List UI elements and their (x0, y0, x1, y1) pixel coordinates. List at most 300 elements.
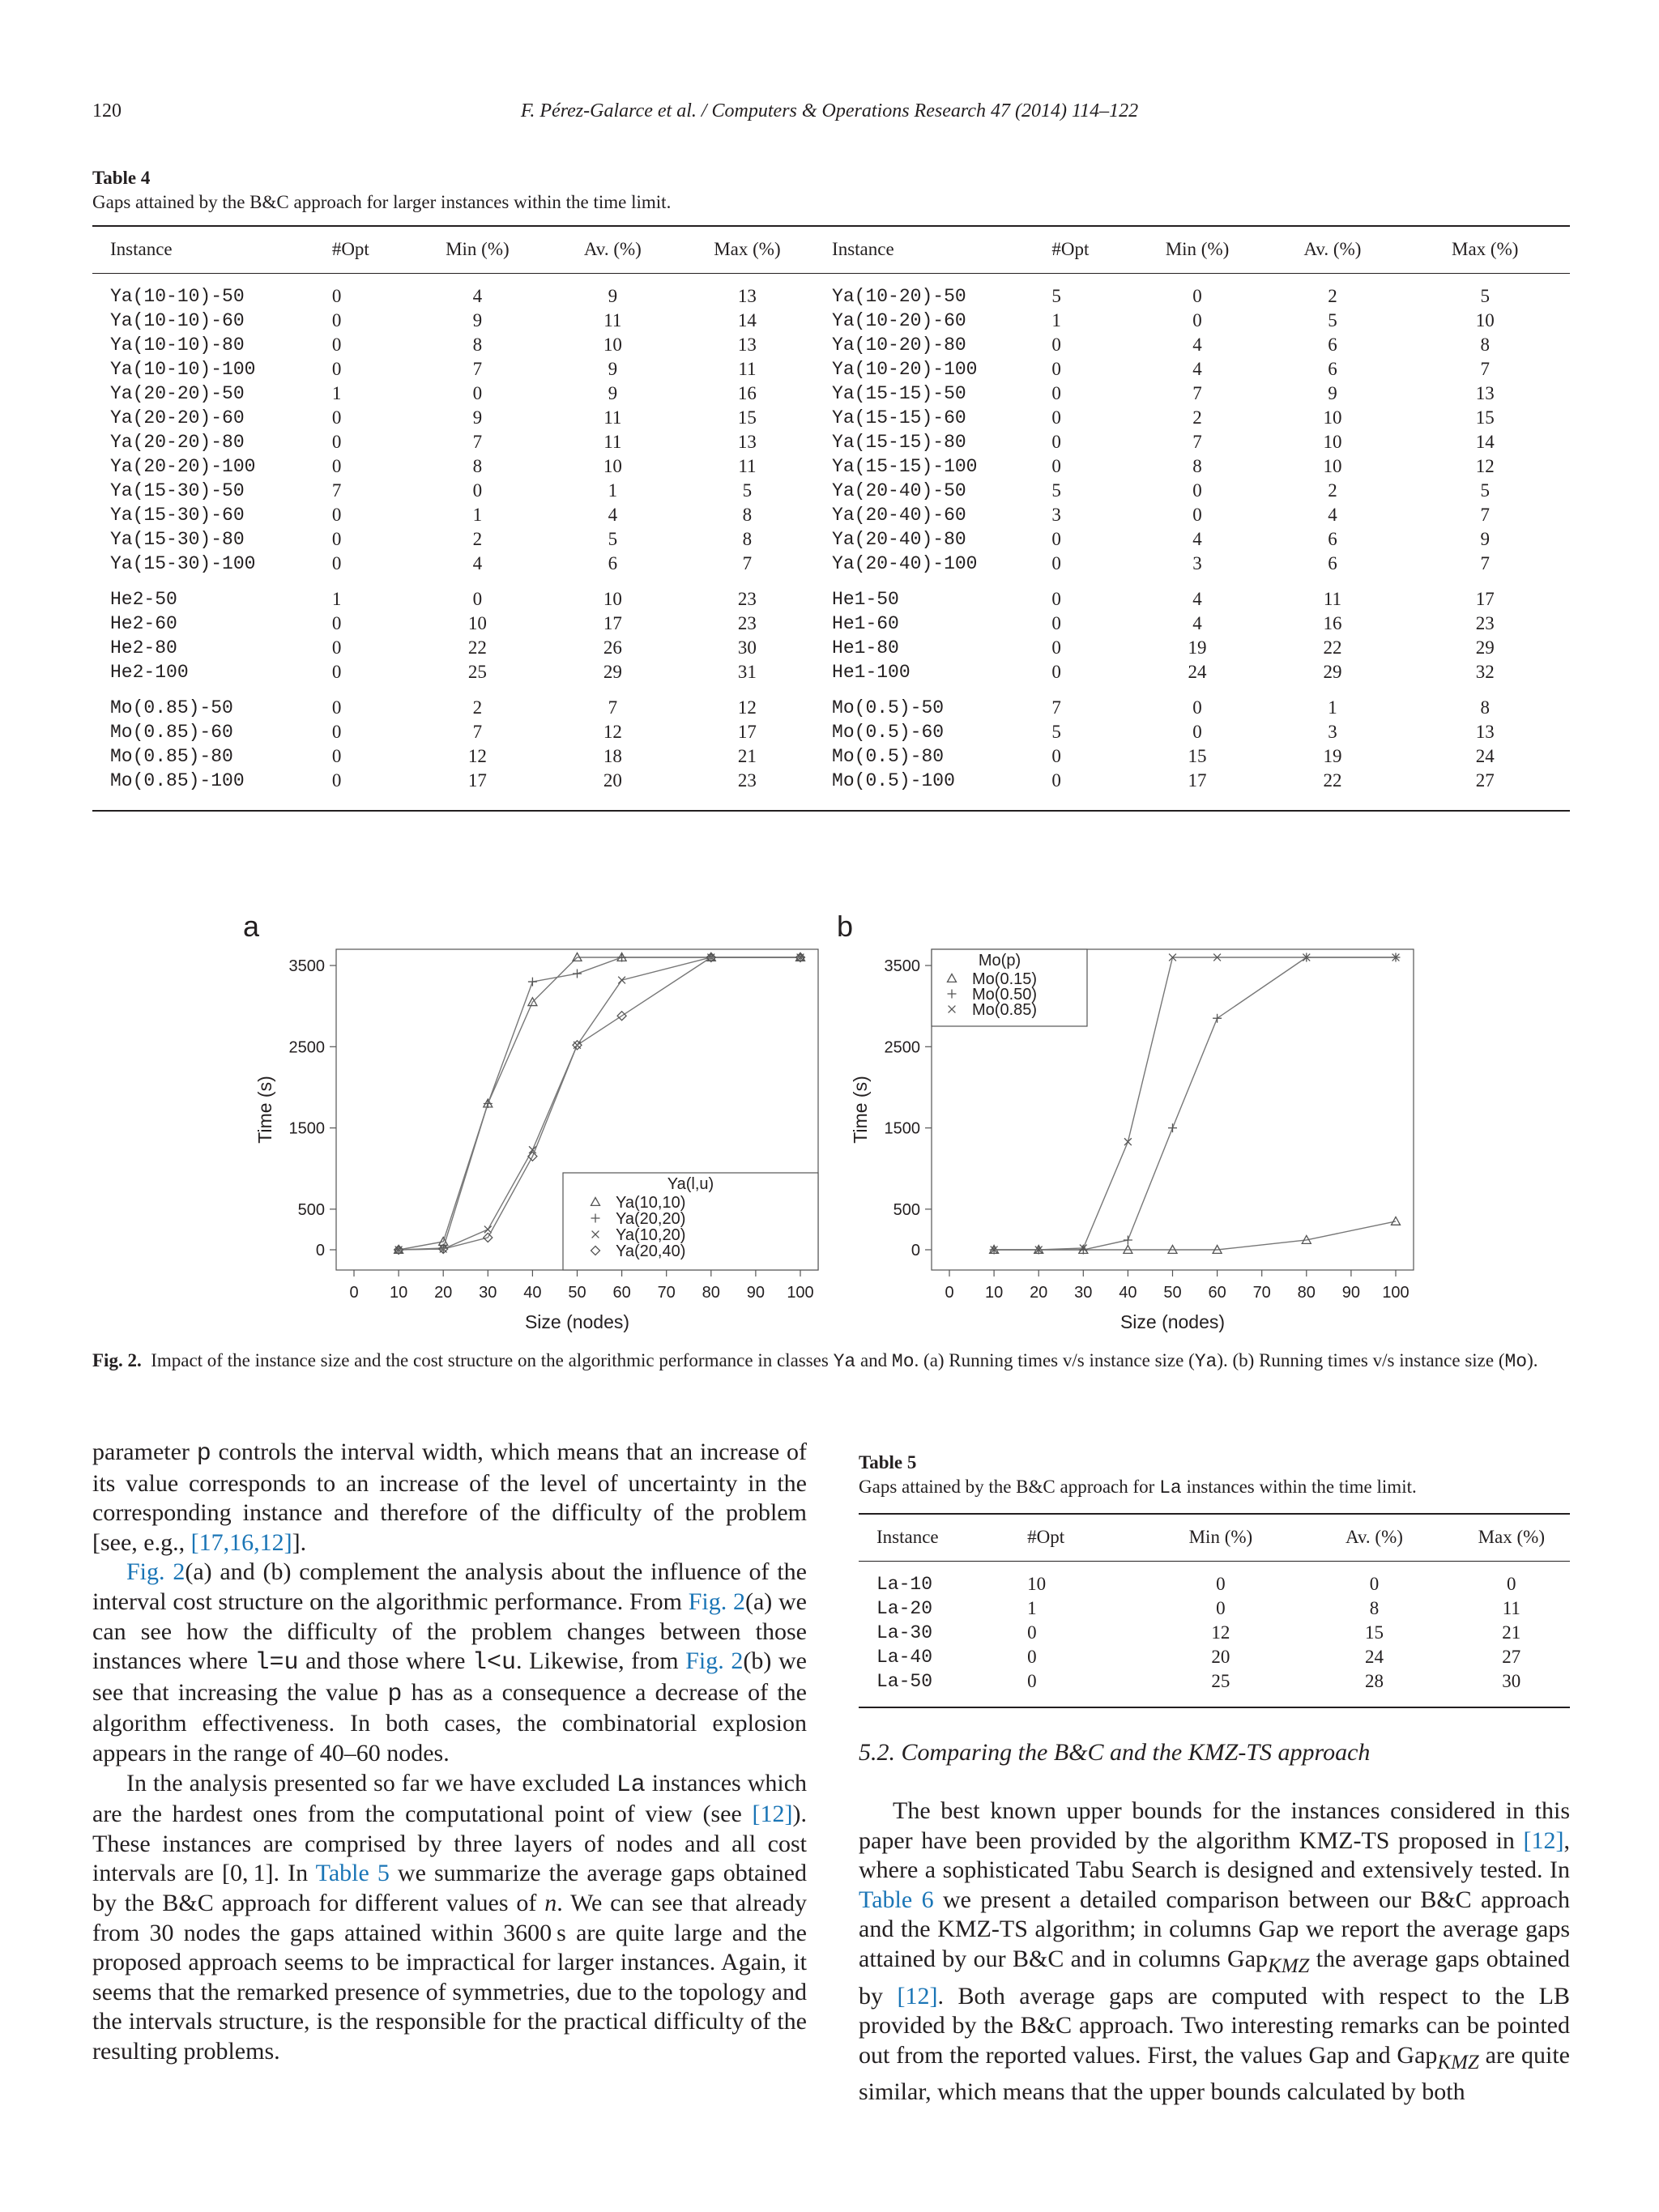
table-cell: 1 (1027, 1598, 1037, 1618)
table-row (92, 720, 1570, 744)
citation-link[interactable]: [12] (897, 1982, 938, 2010)
table-cell: 8 (742, 529, 753, 549)
left-column (92, 1438, 807, 2066)
table-cell: 0 (331, 359, 342, 379)
table-row (92, 660, 1570, 684)
table-cell: La-10 (876, 1574, 933, 1595)
table-cell: 25 (1211, 1671, 1230, 1691)
figure-label: Fig. 2. (92, 1350, 142, 1370)
table-cell: Ya(15-15)-60 (832, 407, 966, 428)
table-cell: 1 (472, 505, 483, 525)
caption-code: Ya (833, 1351, 856, 1372)
table-cell: Mo(0.85)-100 (110, 770, 245, 791)
table-cell: 0 (1051, 359, 1061, 379)
table-cell: Ya(10-10)-100 (110, 359, 256, 380)
table-cell: 15 (1188, 746, 1207, 766)
x-tick-label: 80 (702, 1284, 720, 1302)
series-line-triangle (994, 1221, 1396, 1250)
table-cell: 0 (1192, 697, 1202, 718)
table5-title: Table 5 (859, 1452, 917, 1473)
table-cell: 2 (1192, 407, 1202, 428)
table-cell: 3 (1051, 505, 1061, 525)
x-tick-label: 50 (568, 1284, 586, 1302)
table-cell: 0 (1051, 746, 1061, 766)
table5-bottom-rule (859, 1707, 1570, 1708)
table-cell: 0 (1051, 662, 1061, 682)
table-cell: 10 (603, 335, 622, 355)
table-cell: 0 (331, 770, 342, 791)
column-header: Av. (%) (583, 239, 642, 259)
x-tick-label: 40 (523, 1284, 542, 1302)
data-point-cross (618, 977, 625, 984)
panel-b (837, 910, 1414, 1332)
table-cell: 0 (1192, 310, 1202, 330)
table-cell: 0 (1507, 1574, 1516, 1594)
table-cell: Ya(15-30)-80 (110, 529, 245, 550)
table-cell: Ya(10-20)-80 (832, 335, 966, 356)
x-tick-label: 90 (746, 1284, 766, 1302)
table-cell: 26 (603, 637, 622, 658)
table-cell: 27 (1502, 1647, 1521, 1667)
table-cell: 11 (603, 310, 622, 330)
table-cell: 32 (1475, 662, 1495, 682)
table-cell: 15 (1364, 1622, 1384, 1643)
table-cell: 14 (737, 310, 757, 330)
table-row (92, 357, 1570, 381)
y-tick-label: 0 (911, 1242, 920, 1259)
table-cell: 0 (1027, 1622, 1037, 1643)
table-cell: 2 (1328, 480, 1337, 501)
y-tick-label: 2500 (884, 1038, 920, 1057)
text: The best known upper bounds for the instances considered in this paper have been provided by the algorithm KMZ-TS proposed in (859, 1797, 1570, 1854)
table-cell: 7 (1051, 697, 1061, 718)
running-header: F. Pérez-Galarce et al. / Computers & Operations Research 47 (2014) 114–122 (520, 100, 1139, 121)
figure-2-caption (92, 1348, 1570, 1375)
x-tick-label: 20 (1030, 1284, 1048, 1302)
table-row (92, 284, 1570, 309)
column-header: Av. (%) (1346, 1527, 1403, 1547)
table-cell: 7 (472, 432, 483, 452)
text: are quite similar, which means that the upper bounds calculated by both (859, 2041, 1571, 2106)
table-cell: La-20 (876, 1598, 933, 1619)
x-axis-label: Size (nodes) (1120, 1311, 1226, 1332)
table-cell: 0 (1192, 722, 1202, 742)
table-cell: Ya(10-20)-60 (832, 310, 966, 331)
text: parameter (92, 1438, 197, 1465)
table-cell: Ya(10-10)-60 (110, 310, 245, 331)
table-cell: 21 (737, 746, 757, 766)
table-cell: 3 (1192, 553, 1202, 573)
text: we summarize the average gaps obtained by the B&C approach for different values of (92, 1860, 807, 1916)
table-cell: 6 (608, 553, 618, 573)
table-cell: 0 (472, 383, 483, 403)
table-row (92, 479, 1570, 503)
table-cell: 4 (1192, 589, 1202, 609)
legend-entry: Ya(20,20) (616, 1210, 686, 1228)
table-row (92, 333, 1570, 357)
figure-link[interactable]: Fig. 2 (126, 1558, 186, 1586)
table-cell: 5 (1051, 286, 1061, 306)
table4-bottom-rule (92, 810, 1570, 812)
table-cell: 2 (1328, 286, 1337, 306)
table-cell: 0 (1192, 480, 1202, 501)
table-cell: 4 (472, 553, 483, 573)
x-tick-label: 40 (1119, 1284, 1137, 1302)
table-cell: 4 (1192, 529, 1202, 549)
group-spacer (92, 684, 1570, 696)
table-cell: 0 (472, 589, 483, 609)
table-cell: Mo(0.85)-60 (110, 722, 233, 743)
table-cell: 9 (608, 359, 618, 379)
table-cell: 23 (737, 589, 757, 609)
table-cell: 0 (472, 480, 483, 501)
legend-entry: Mo(0.85) (972, 1001, 1038, 1019)
x-tick-label: 10 (389, 1284, 408, 1302)
text: and those where (298, 1647, 473, 1675)
table-cell: 3 (1328, 722, 1337, 742)
table-cell: 1 (331, 383, 342, 403)
table-cell: 19 (1323, 746, 1342, 766)
table-cell: Ya(20-40)-80 (832, 529, 966, 550)
section-paragraph (859, 1796, 1570, 2108)
code-la: La (1159, 1477, 1182, 1498)
table-cell: La-50 (876, 1671, 933, 1692)
table-cell: 17 (737, 722, 757, 742)
table-cell: Mo(0.5)-60 (832, 722, 945, 743)
table-cell: 6 (1328, 553, 1337, 573)
x-tick-label: 100 (787, 1284, 814, 1302)
table-row (92, 309, 1570, 333)
legend-entry: Ya(10,10) (616, 1194, 686, 1212)
table-row (859, 1596, 1570, 1621)
table-cell: Ya(15-15)-100 (832, 456, 978, 477)
y-tick-label: 2500 (288, 1038, 325, 1057)
table-cell: 10 (467, 613, 487, 633)
y-tick-label: 1500 (288, 1119, 325, 1138)
table-cell: 0 (331, 310, 342, 330)
table5-grid (859, 1514, 1570, 1694)
table5-header-row (859, 1514, 1570, 1561)
table-cell: 0 (1051, 335, 1061, 355)
table-cell: Ya(20-20)-50 (110, 383, 245, 404)
table-row (859, 1621, 1570, 1645)
table-cell: 27 (1475, 770, 1495, 791)
table-cell: He2-80 (110, 637, 177, 658)
table-cell: 0 (331, 505, 342, 525)
table-row (859, 1572, 1570, 1596)
column-header: Instance (876, 1527, 939, 1547)
table-cell: Ya(10-20)-100 (832, 359, 978, 380)
table-cell: Ya(10-10)-80 (110, 335, 245, 356)
table-cell: 24 (1475, 746, 1495, 766)
table-cell: 7 (472, 722, 483, 742)
table-row (92, 552, 1570, 576)
table-cell: 0 (1027, 1647, 1037, 1667)
table-cell: 9 (608, 286, 618, 306)
code-l-eq-u: l=u (254, 1649, 299, 1677)
table-cell: 0 (1051, 383, 1061, 403)
table-cell: 7 (1480, 359, 1490, 379)
table-cell: 14 (1475, 432, 1495, 452)
table-cell: He1-60 (832, 613, 899, 634)
table-cell: 0 (1192, 505, 1202, 525)
table4-title: Table 4 (92, 168, 151, 188)
table-cell: 24 (1364, 1647, 1384, 1667)
data-point-plus (1168, 1123, 1177, 1132)
x-tick-label: 0 (349, 1284, 359, 1302)
column-header: Min (%) (1165, 239, 1230, 259)
paragraph-1 (92, 1438, 807, 1558)
table-cell: Ya(10-10)-50 (110, 286, 245, 307)
table-row (92, 696, 1570, 720)
legend-entry: Mo(0.50) (972, 986, 1038, 1004)
table-cell: 5 (1480, 480, 1490, 501)
table-row (92, 527, 1570, 552)
x-tick-label: 30 (479, 1284, 497, 1302)
table-cell: 11 (603, 407, 622, 428)
table5-caption (859, 1477, 1417, 1498)
table-cell: 29 (1323, 662, 1342, 682)
table-cell: 29 (1475, 637, 1495, 658)
table-link[interactable]: Table 5 (315, 1860, 390, 1887)
x-axis-label: Size (nodes) (524, 1311, 630, 1332)
data-point-plus (528, 978, 537, 987)
table-cell: He2-60 (110, 613, 177, 634)
table-cell: 0 (1051, 589, 1061, 609)
figure-2 (235, 897, 1426, 1335)
table-cell: Mo(0.85)-50 (110, 697, 233, 718)
table-cell: 2 (472, 529, 483, 549)
citation-link[interactable]: [17,16,12] (190, 1528, 292, 1556)
table-cell: 0 (331, 335, 342, 355)
table-cell: Ya(20-40)-100 (832, 553, 978, 574)
right-column (859, 1796, 1570, 2108)
text: controls the interval width, which means that an increase of its value corresponds to an increase of the level of uncertainty in the corresponding instance and therefore of the difficulty of the problem [see, e.g., (92, 1438, 807, 1556)
table-cell: 0 (331, 553, 342, 573)
group-spacer (92, 576, 1570, 587)
table-cell: 4 (1192, 359, 1202, 379)
table-cell: 7 (608, 697, 618, 718)
table-row (92, 406, 1570, 430)
x-tick-label: 0 (945, 1284, 954, 1302)
x-tick-label: 50 (1163, 1284, 1182, 1302)
table-cell: 8 (472, 335, 483, 355)
table-cell: 12 (1211, 1622, 1230, 1643)
table-cell: 8 (1192, 456, 1202, 476)
table-cell: Ya(15-15)-50 (832, 383, 966, 404)
table-cell: 0 (1051, 613, 1061, 633)
table-cell: 9 (472, 310, 483, 330)
spacer (92, 273, 1570, 284)
table-cell: 0 (331, 407, 342, 428)
subscript-kmz: KMZ (1268, 1954, 1310, 1977)
spacer (859, 1561, 1570, 1572)
table-cell: He1-50 (832, 589, 899, 610)
table-cell: 0 (331, 529, 342, 549)
table-cell: 23 (1475, 613, 1495, 633)
table-cell: 24 (1188, 662, 1207, 682)
table-cell: 9 (1480, 529, 1490, 549)
text: ]. (292, 1528, 307, 1556)
table-cell: 8 (472, 456, 483, 476)
text: . Both average gaps are computed with respect to the LB provided by the B&C approach. Two interesting remarks can be pointed out from the reported values. First, the values Gap and Gap (859, 1982, 1570, 2069)
table-cell: 7 (331, 480, 342, 501)
data-point-plus (1124, 1235, 1132, 1244)
data-point-plus (1213, 1014, 1222, 1023)
y-tick-label: 3500 (884, 957, 920, 976)
text: instances within the time limit. (1181, 1477, 1417, 1497)
table-cell: 9 (1328, 383, 1337, 403)
table-cell: 8 (1480, 697, 1490, 718)
table-cell: 0 (1027, 1671, 1037, 1691)
text: (a) we can see how the difficulty of the problem changes between those instances where (92, 1588, 807, 1675)
table-row (92, 454, 1570, 479)
table4-header-row (92, 226, 1570, 273)
column-header: Min (%) (1188, 1527, 1253, 1547)
table-cell: 7 (1480, 505, 1490, 525)
table-cell: 29 (603, 662, 622, 682)
text: has as a consequence a decrease of the algorithm effectiveness. In both cases, the combinatorial explosion appears in the range of 40–60 nodes. (92, 1678, 807, 1767)
table-cell: 4 (1192, 613, 1202, 633)
table-cell: 15 (1475, 407, 1495, 428)
table-cell: 17 (1188, 770, 1207, 791)
table-cell: 19 (1188, 637, 1207, 658)
subscript-kmz: KMZ (1437, 2051, 1479, 2073)
table-link[interactable]: Table 6 (859, 1886, 934, 1913)
table-cell: 22 (467, 637, 487, 658)
table-cell: 6 (1328, 359, 1337, 379)
table-cell: 7 (1192, 383, 1202, 403)
x-tick-label: 60 (612, 1284, 631, 1302)
table-cell: 7 (472, 359, 483, 379)
table-cell: 12 (1475, 456, 1495, 476)
table-cell: 10 (603, 456, 622, 476)
x-tick-label: 20 (434, 1284, 453, 1302)
caption-text: ). (1527, 1350, 1538, 1370)
table-cell: 13 (1475, 722, 1495, 742)
table-cell: 12 (467, 746, 487, 766)
table-cell: 8 (742, 505, 753, 525)
table-row (92, 503, 1570, 527)
figure-link[interactable]: Fig. 2 (688, 1588, 745, 1615)
y-tick-label: 3500 (288, 957, 325, 976)
table-cell: 10 (1027, 1574, 1047, 1594)
table-cell: 18 (603, 746, 622, 766)
table-row (92, 612, 1570, 636)
table-cell: 10 (1323, 432, 1342, 452)
table4-grid (92, 226, 1570, 793)
table-cell: 13 (1475, 383, 1495, 403)
data-point-triangle (1392, 1217, 1401, 1225)
text: the average gaps obtained by (859, 1945, 1570, 2010)
legend-entry: Ya(20,40) (616, 1242, 686, 1260)
figure-link[interactable]: Fig. 2 (685, 1647, 744, 1675)
table-cell: 11 (738, 359, 757, 379)
table-cell: Ya(15-15)-80 (832, 432, 966, 453)
caption-code: Mo (1504, 1351, 1528, 1372)
table-cell: 1 (1051, 310, 1061, 330)
code-la: La (616, 1771, 646, 1799)
table-cell: 4 (1192, 335, 1202, 355)
legend-title: Ya(l,u) (667, 1175, 714, 1193)
table-cell: Ya(15-30)-50 (110, 480, 245, 501)
table-cell: 0 (1216, 1574, 1226, 1594)
table-cell: Ya(15-30)-60 (110, 505, 245, 526)
code-p: p (387, 1680, 403, 1708)
table-cell: 17 (467, 770, 487, 791)
table-cell: 9 (608, 383, 618, 403)
text: . We can see that already from 30 nodes the gaps attained within 3600 s are quite large and the proposed approach seems to be impractical for larger instances. Again, it seems that the remarked presence of symmetries, due to the topology and the intervals structure, is the responsible for the practical difficulty of the resulting problems. (92, 1889, 807, 2065)
column-header: #Opt (331, 239, 369, 259)
legend-entry: Mo(0.15) (972, 970, 1038, 988)
table-row (92, 430, 1570, 454)
table-cell: He1-100 (832, 662, 911, 683)
table-cell: 8 (1369, 1598, 1380, 1618)
table-cell: 0 (1192, 286, 1202, 306)
table-cell: 13 (737, 432, 757, 452)
table-cell: Mo(0.85)-80 (110, 746, 233, 767)
table-cell: 4 (1328, 505, 1337, 525)
table-cell: 2 (472, 697, 483, 718)
y-axis-label: Time (s) (850, 1076, 871, 1144)
table-cell: Ya(20-40)-50 (832, 480, 966, 501)
column-header: Min (%) (446, 239, 510, 259)
table-cell: 5 (608, 529, 618, 549)
table-cell: Ya(20-20)-100 (110, 456, 256, 477)
table-cell: 15 (737, 407, 757, 428)
table-cell: 17 (603, 613, 622, 633)
table-cell: 17 (1475, 589, 1495, 609)
table-cell: 10 (603, 589, 622, 609)
table-cell: Ya(10-20)-50 (832, 286, 966, 307)
table-cell: 4 (472, 286, 483, 306)
panel-a (243, 910, 818, 1332)
table-cell: 0 (1369, 1574, 1380, 1594)
text: , where a sophisticated Tabu Search is designed and extensively tested. In (859, 1826, 1570, 1884)
table-cell: 11 (1502, 1598, 1520, 1618)
table-cell: Mo(0.5)-80 (832, 746, 945, 767)
table-row (92, 587, 1570, 612)
citation-link[interactable]: [12] (1523, 1826, 1564, 1854)
table-cell: 0 (331, 613, 342, 633)
table-cell: 11 (738, 456, 757, 476)
table-cell: 4 (608, 505, 618, 525)
table-cell: 0 (1051, 553, 1061, 573)
caption-text: and (855, 1350, 892, 1370)
table-cell: 0 (1051, 456, 1061, 476)
caption-code: Mo (891, 1351, 915, 1372)
table-cell: Ya(20-40)-60 (832, 505, 966, 526)
table-cell: 7 (1192, 432, 1202, 452)
x-tick-label: 70 (657, 1284, 676, 1302)
table-cell: 20 (603, 770, 622, 791)
table-cell: 5 (1051, 722, 1061, 742)
table-cell: Ya(20-20)-60 (110, 407, 245, 428)
table-cell: Ya(15-30)-100 (110, 553, 256, 574)
column-header: Instance (110, 239, 173, 259)
table-cell: 1 (1328, 697, 1337, 718)
citation-link[interactable]: [12] (752, 1801, 793, 1828)
table-cell: 0 (331, 432, 342, 452)
table-cell: 16 (1323, 613, 1342, 633)
table4 (92, 226, 1570, 793)
table-cell: 10 (1323, 456, 1342, 476)
table-cell: 12 (737, 697, 757, 718)
text: . Likewise, from (516, 1647, 686, 1675)
table-cell: 5 (1051, 480, 1061, 501)
paragraph-2 (92, 1558, 807, 1768)
y-axis-label: Time (s) (254, 1076, 275, 1144)
